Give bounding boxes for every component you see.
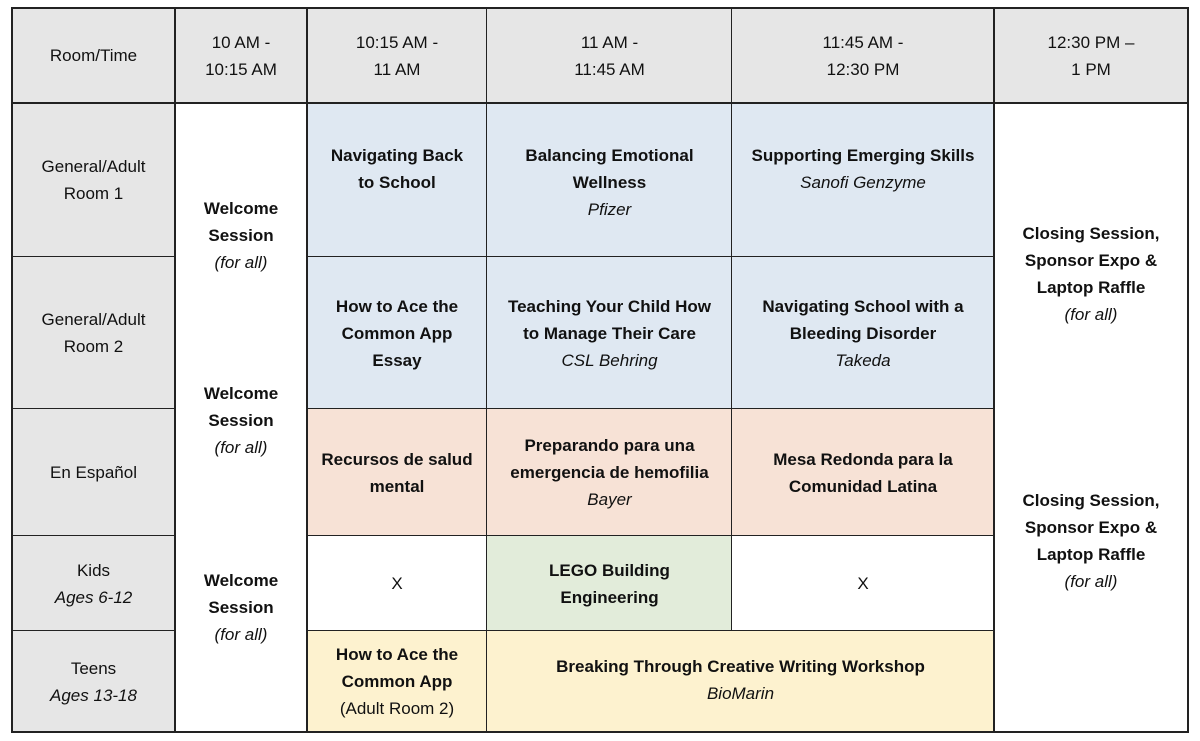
closing-column	[994, 103, 1188, 732]
grid-line-row1	[11, 256, 176, 257]
grid-line-bottom	[11, 731, 1189, 733]
welcome-column	[175, 103, 307, 732]
header-slot-4: 11:45 AM - 12:30 PM	[732, 8, 994, 103]
welcome-session-2: Welcome Session (for all)	[203, 384, 279, 457]
session-teens-common-app: How to Ace the Common App (Adult Room 2)	[307, 631, 487, 732]
room-general-adult-2: General/Adult Room 2	[12, 257, 175, 409]
session-creative-writing-workshop: Breaking Through Creative Writing Workshop BioMarin	[487, 631, 994, 732]
grid-line-row4	[11, 630, 176, 631]
room-kids: Kids Ages 6-12	[12, 536, 175, 631]
closing-session-1: Closing Session, Sponsor Expo & Laptop Raffle (for all)	[1022, 224, 1160, 324]
header-slot-5: 12:30 PM – 1 PM	[994, 8, 1188, 103]
grid-line-row3-sessions	[307, 535, 994, 536]
grid-line-right	[1187, 7, 1189, 733]
grid-line-row3	[11, 535, 176, 536]
session-navigating-school-bleeding-disorder: Navigating School with a Bleeding Disorder Takeda	[732, 257, 994, 409]
grid-line-col3-top	[486, 7, 487, 733]
header-slot-1: 10 AM - 10:15 AM	[175, 8, 307, 103]
grid-line-row2	[11, 408, 176, 409]
grid-line-row1-sessions	[307, 256, 994, 257]
grid-line-col2	[306, 7, 308, 733]
room-general-adult-1: General/Adult Room 1	[12, 103, 175, 257]
welcome-session-1: Welcome Session (for all)	[203, 199, 279, 272]
session-teaching-your-child: Teaching Your Child How to Manage Their Care CSL Behring	[487, 257, 732, 409]
grid-line-col5	[993, 7, 995, 733]
session-lego-building-engineering: LEGO Building Engineering	[487, 536, 732, 631]
grid-line-row2-sessions	[307, 408, 994, 409]
session-preparando-emergencia-hemofilia: Preparando para una emergencia de hemofilia Bayer	[487, 409, 732, 536]
grid-line-col4	[731, 7, 732, 631]
closing-session-2: Closing Session, Sponsor Expo & Laptop Raffle (for all)	[1022, 491, 1160, 591]
grid-line-header-bottom	[11, 102, 1189, 104]
room-teens: Teens Ages 13-18	[12, 631, 175, 732]
header-slot-3: 11 AM - 11:45 AM	[487, 8, 732, 103]
session-navigating-back-to-school: Navigating Back to School	[307, 103, 487, 257]
session-balancing-emotional-wellness: Balancing Emotional Wellness Pfizer	[487, 103, 732, 257]
session-mesa-redonda: Mesa Redonda para la Comunidad Latina	[732, 409, 994, 536]
grid-line-top	[11, 7, 1189, 9]
kids-empty-slot-2: X	[307, 536, 487, 631]
grid-line-col1	[174, 7, 176, 733]
room-en-espanol: En Español	[12, 409, 175, 536]
header-room-time: Room/Time	[12, 8, 175, 103]
session-supporting-emerging-skills: Supporting Emerging Skills Sanofi Genzyme	[732, 103, 994, 257]
session-how-to-ace-common-app-essay: How to Ace the Common App Essay	[307, 257, 487, 409]
welcome-session-3: Welcome Session (for all)	[203, 571, 279, 644]
kids-empty-slot-4: X	[732, 536, 994, 631]
grid-line-left	[11, 7, 13, 733]
session-recursos-de-salud-mental: Recursos de salud mental	[307, 409, 487, 536]
header-slot-2: 10:15 AM - 11 AM	[307, 8, 487, 103]
grid-line-row4-sessions	[307, 630, 994, 631]
